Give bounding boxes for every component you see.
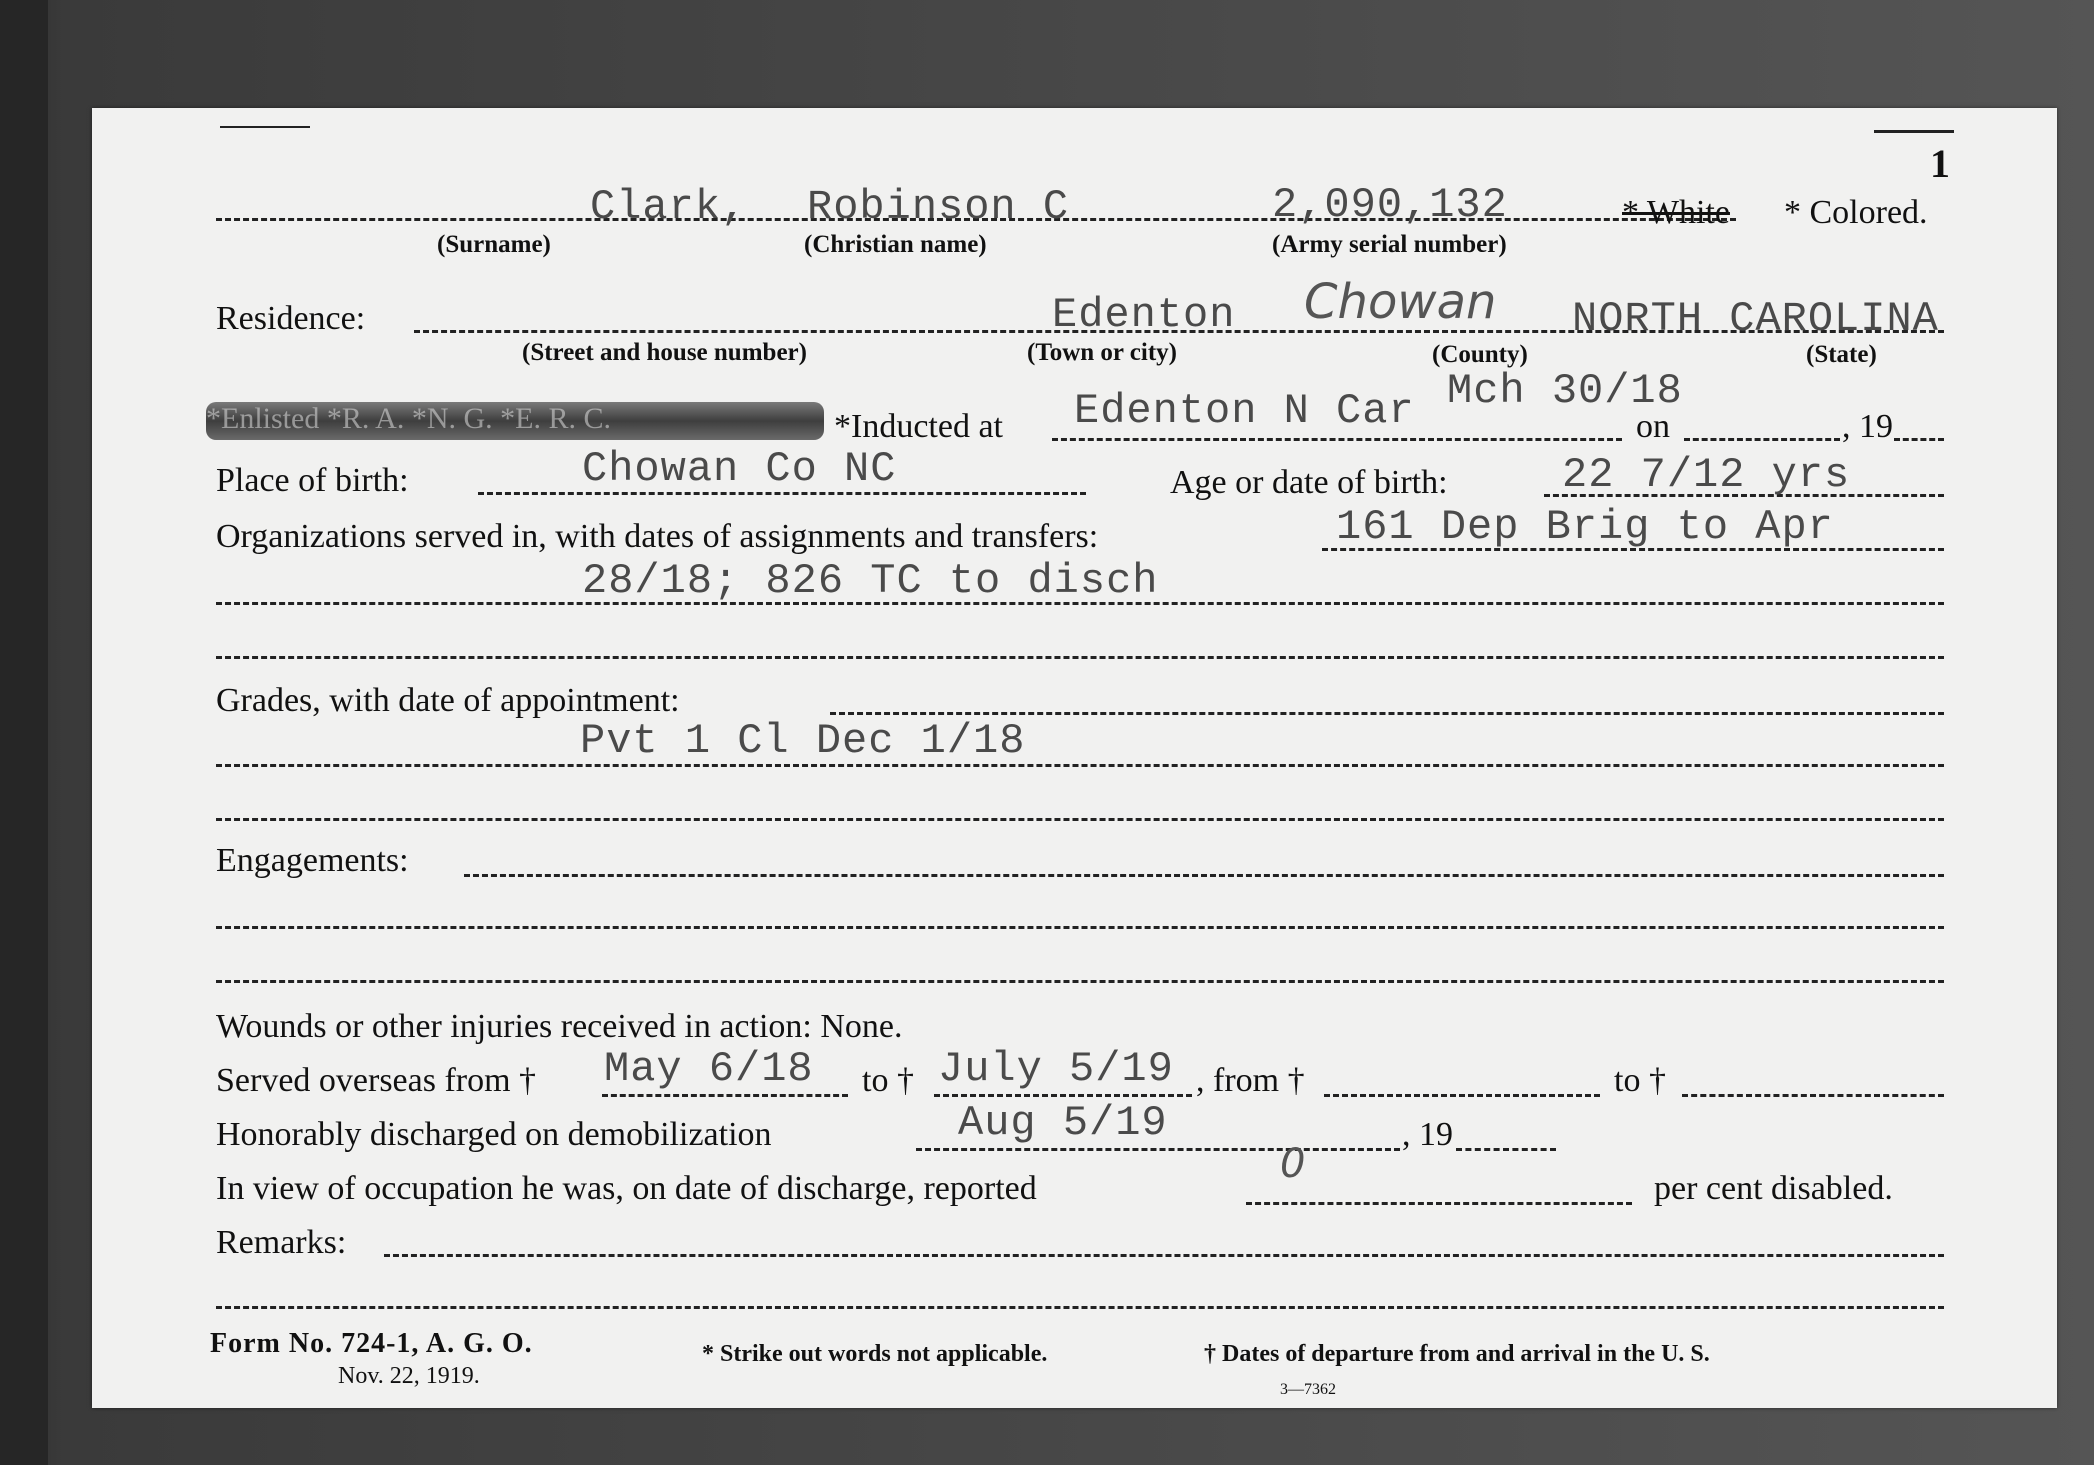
inducted-label: *Inducted at: [834, 408, 1003, 445]
inducted-date-value: Mch 30/18: [1447, 367, 1683, 415]
strike-note: * Strike out words not applicable.: [702, 1341, 1048, 1367]
overseas-from-value: May 6/18: [604, 1045, 814, 1093]
organizations-label: Organizations served in, with dates of assignments and transfers:: [216, 518, 1099, 555]
caption-town: (Town or city): [1027, 339, 1177, 366]
residence-county-value: Chowan: [1304, 274, 1497, 330]
organizations-value-2: 28/18; 826 TC to disch: [582, 557, 1159, 605]
service-record-card: [92, 108, 2057, 1408]
form-number: Form No. 724-1, A. G. O.: [210, 1328, 533, 1359]
year-line: [1894, 438, 1944, 441]
grades-value: Pvt 1 Cl Dec 1/18: [580, 717, 1026, 765]
engagements-label: Engagements:: [216, 842, 409, 879]
binder-spine: [0, 0, 48, 1465]
remarks-label: Remarks:: [216, 1224, 347, 1261]
race-colored: * Colored.: [1784, 194, 1928, 231]
engagements-line-2: [216, 926, 1944, 929]
organizations-line-3: [216, 656, 1944, 659]
caption-serial-number: (Army serial number): [1272, 231, 1507, 258]
overseas-to-label: to †: [862, 1062, 914, 1099]
year-label: , 19: [1842, 408, 1893, 445]
grades-label: Grades, with date of appointment:: [216, 682, 680, 719]
disability-value: 0: [1280, 1141, 1306, 1187]
serial-number-value: 2,090,132: [1272, 181, 1508, 229]
overseas-from-line: [602, 1094, 848, 1097]
residence-town-value: Edenton: [1052, 291, 1236, 339]
overseas-to2-line: [1682, 1094, 1944, 1097]
race-white-struck: * White: [1622, 194, 1730, 231]
caption-christian-name: (Christian name): [804, 231, 987, 258]
overseas-to-line: [934, 1094, 1192, 1097]
discharge-year-line: [1456, 1148, 1556, 1151]
discharge-line: [916, 1148, 1400, 1151]
caption-street: (Street and house number): [522, 339, 807, 366]
overseas-to-value: July 5/19: [938, 1045, 1174, 1093]
engagements-line-3: [216, 980, 1944, 983]
discharge-year-label: , 19: [1402, 1116, 1453, 1153]
grades-line-3: [216, 818, 1944, 821]
surname-value: Clark,: [590, 183, 748, 231]
organizations-value-1: 161 Dep Brig to Apr: [1336, 503, 1834, 551]
disability-line: [1246, 1202, 1632, 1205]
overseas-label: Served overseas from †: [216, 1062, 537, 1099]
remarks-line-1: [384, 1254, 1944, 1257]
print-code: 3—7362: [1280, 1381, 1336, 1398]
on-line: [1684, 438, 1840, 441]
residence-state-value: NORTH CAROLINA: [1572, 295, 1939, 343]
inducted-place-value: Edenton N Car: [1074, 387, 1415, 435]
overseas-from2-label: , from †: [1196, 1062, 1305, 1099]
number-rule: [1874, 130, 1954, 133]
age-value: 22 7/12 yrs: [1562, 451, 1851, 499]
place-of-birth-label: Place of birth:: [216, 462, 409, 499]
discharge-label: Honorably discharged on demobilization: [216, 1116, 772, 1153]
discharge-value: Aug 5/19: [958, 1099, 1168, 1147]
remarks-line-2: [216, 1306, 1944, 1309]
caption-state: (State): [1806, 341, 1877, 368]
place-of-birth-value: Chowan Co NC: [582, 445, 897, 493]
caption-surname: (Surname): [437, 231, 551, 258]
age-label: Age or date of birth:: [1170, 464, 1448, 501]
dates-note: † Dates of departure from and arrival in the U. S.: [1204, 1341, 1710, 1367]
card-number: 1: [1930, 141, 1950, 186]
disability-label: In view of occupation he was, on date of discharge, reported: [216, 1170, 1037, 1207]
enlisted-options-redacted: [206, 402, 824, 440]
overseas-to2-label: to †: [1614, 1062, 1666, 1099]
residence-label: Residence:: [216, 300, 366, 337]
wounds-text: Wounds or other injuries received in action: None.: [216, 1008, 903, 1045]
christian-name-value: Robinson C: [807, 183, 1070, 231]
grades-line-1: [830, 712, 1944, 715]
form-date: Nov. 22, 1919.: [338, 1363, 480, 1389]
on-label: on: [1636, 408, 1670, 445]
caption-county: (County): [1432, 341, 1528, 368]
grades-line-2: [216, 764, 1944, 767]
inducted-line: [1052, 438, 1622, 441]
enlisted-options-text: *Enlisted *R. A. *N. G. *E. R. C.: [206, 402, 612, 435]
corner-rule: [220, 126, 310, 128]
disability-suffix: per cent disabled.: [1654, 1170, 1893, 1207]
overseas-from2-line: [1324, 1094, 1600, 1097]
engagements-line-1: [464, 874, 1944, 877]
